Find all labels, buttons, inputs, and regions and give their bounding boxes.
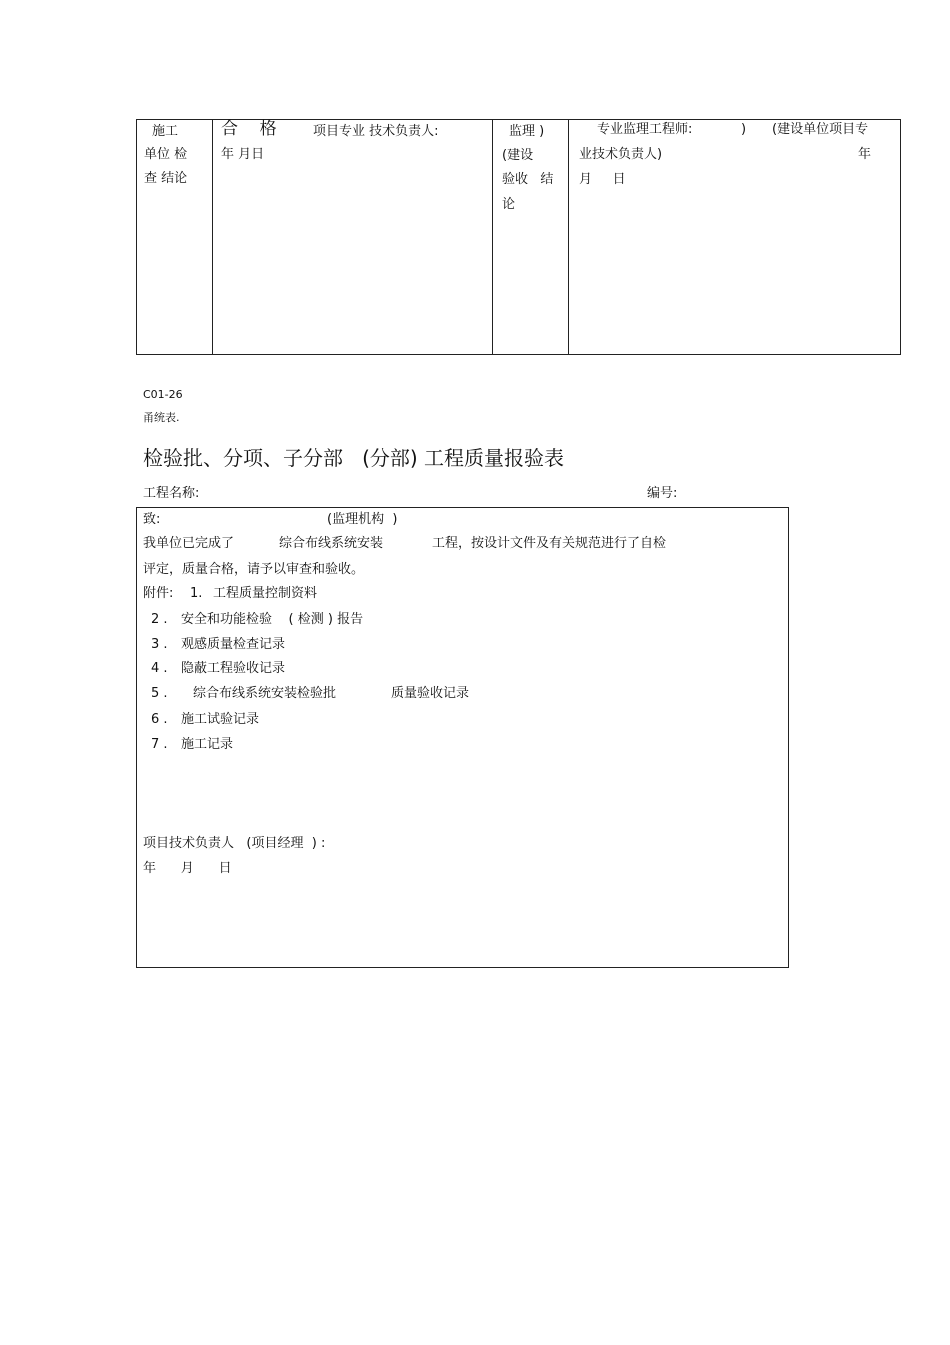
column-divider [568,120,569,354]
to-label: 致: [143,512,161,527]
attachment-text: 施工试验记录 [181,712,260,727]
attachment-num: 6 . [151,712,168,727]
supervisor-paren: ) [741,122,747,137]
attachment-num: 1. [190,586,203,601]
attachment-text: 隐蔽工程验收记录 [181,661,286,676]
attachment-text-cont: 质量验收记录 [391,686,470,701]
attachment-text: 施工记录 [181,737,234,752]
form-note: 甬统表. [143,411,180,424]
tech-lead-label: 项目专业 技术负责人: [313,124,439,139]
construction-date: 年 月日 [221,147,265,162]
column-divider [212,120,213,354]
project-name-label: 工程名称: [143,486,200,501]
attachment-num: 2 . [151,612,168,627]
supervision-label-line2: (建设 [502,148,534,163]
supervision-label-line3: 验收 结 [502,172,554,187]
construction-check-label-line1: 施工 [152,124,179,139]
self-check-statement: 评定，质量合格，请予以审查和验收。 [143,562,365,577]
attachment-text: 综合布线系统安装检验批 [193,686,337,701]
project-manager-label: 项目技术负责人 (项目经理 ) : [143,836,326,851]
owner-tech-lead-label: (建设单位项目专 [772,122,869,137]
inspection-result: 合 格 [221,119,277,139]
attachment-num: 5 . [151,686,168,701]
serial-number-label: 编号: [647,486,678,501]
attachment-text: 安全和功能检验 ( 检测 ) 报告 [181,612,364,627]
supervision-label-line1: 监理 ) [509,124,545,139]
attachment-text: 观感质量检查记录 [181,637,286,652]
column-divider [492,120,493,354]
construction-check-label-line2: 单位 检 [144,147,188,162]
signature-date: 年 月 日 [143,861,232,876]
form-code: C01-26 [143,388,183,401]
attachment-num: 3 . [151,637,168,652]
supervisor-year: 年 [858,147,872,162]
construction-check-label-line3: 查 结论 [144,171,188,186]
supervisor-engineer-label: 专业监理工程师: [597,122,693,137]
completed-suffix: 工程，按设计文件及有关规范进行了自检 [432,536,667,551]
attachment-text: 工程质量控制资料 [213,586,318,601]
attachment-num: 7 . [151,737,168,752]
owner-tech-lead-label-cont: 业技术负责人) [579,147,663,162]
document-title: 检验批、分项、子分部 (分部) 工程质量报验表 [143,446,565,470]
supervisor-month-day: 月 日 [579,172,626,187]
project-item: 综合布线系统安装 [279,536,384,551]
completed-prefix: 我单位已完成了 [143,536,235,551]
attachment-num: 4 . [151,661,168,676]
supervision-org: (监理机构 ) [327,512,398,527]
attachments-label: 附件: [143,586,174,601]
supervision-label-line4: 论 [502,197,516,212]
